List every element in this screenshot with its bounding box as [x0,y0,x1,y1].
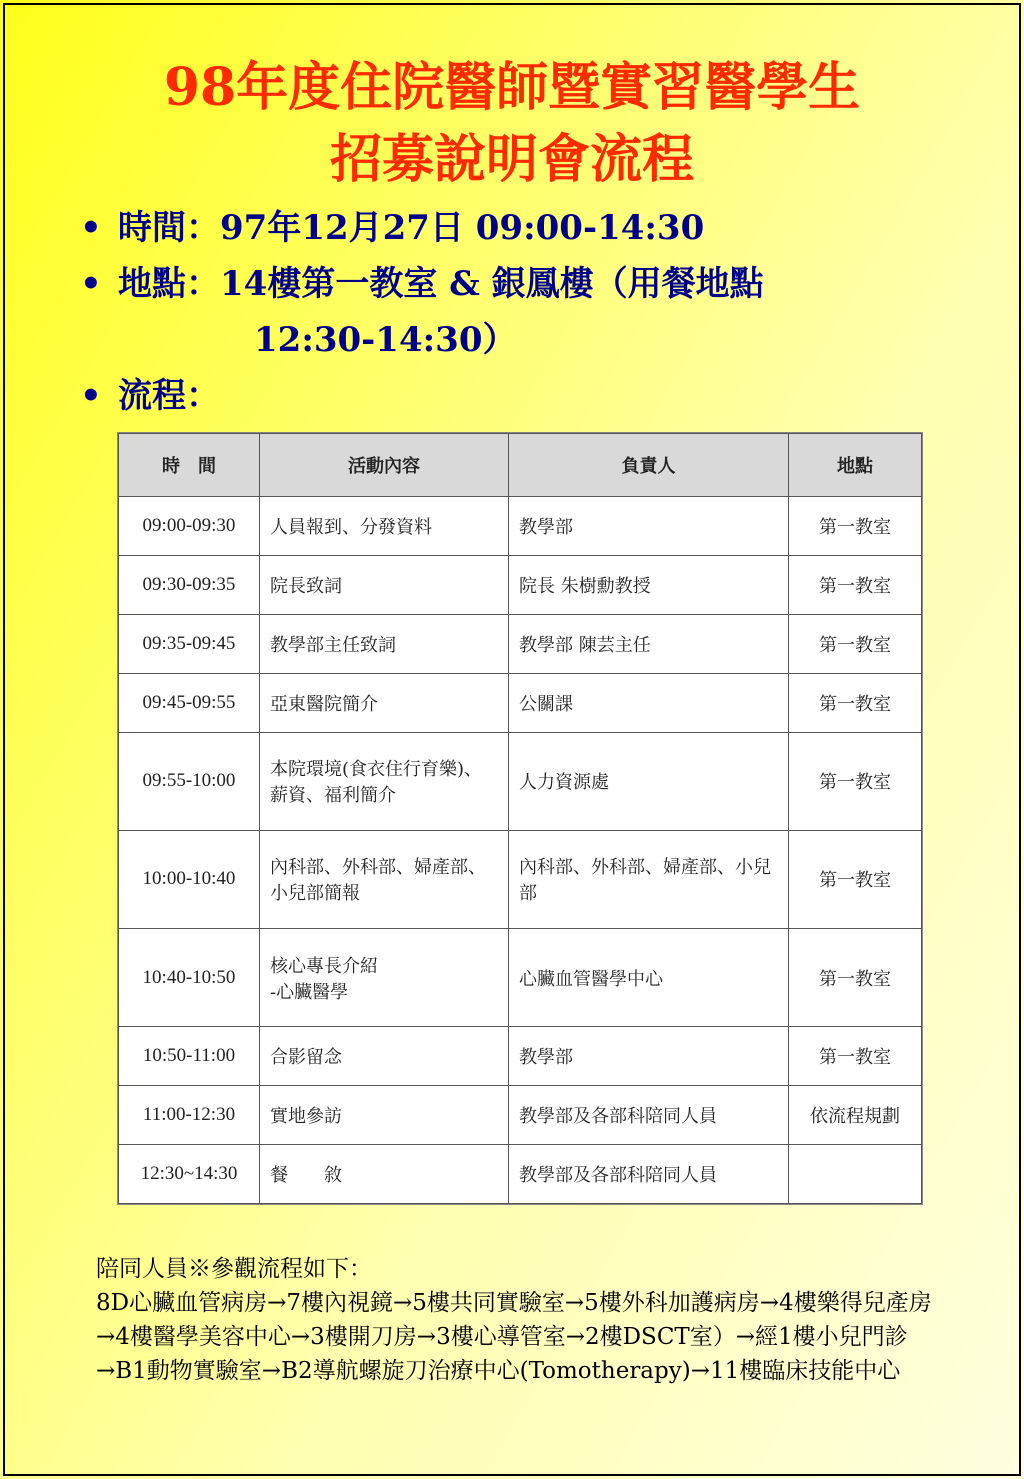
cell-activity: 教學部主任致詞 [260,614,509,673]
table-row [119,673,922,732]
bullet-place-text: 地點：14樓第一教室 & 銀鳳樓（用餐地點 [118,264,764,304]
cell-activity: 內科部、外科部、婦產部、小兒部簡報 [260,830,509,928]
cell-activity: 亞東醫院簡介 [260,673,509,732]
table-row [119,1086,922,1145]
cell-owner: 教學部及各部科陪同人員 [509,1145,789,1204]
cell-activity: 院長致詞 [260,555,509,614]
cell-owner: 公關課 [509,673,789,732]
cell-activity: 餐 敘 [260,1145,509,1204]
table-body [119,497,922,1204]
cell-location: 第一教室 [789,732,922,830]
table-row [119,1027,922,1086]
cell-location: 第一教室 [789,673,922,732]
cell-activity: 實地參訪 [260,1086,509,1145]
cell-activity: 本院環境(食衣住行育樂)、薪資、福利簡介 [260,732,509,830]
cell-location: 第一教室 [789,555,922,614]
cell-location: 第一教室 [789,614,922,673]
cell-owner: 內科部、外科部、婦產部、小兒部 [509,830,789,928]
cell-owner: 教學部 [509,1027,789,1086]
bullet-dot-icon: • [80,208,102,248]
info-bullets [80,200,980,424]
bullet-place [80,256,980,368]
cell-activity: 核心專長介紹 -心臟醫學 [260,929,509,1027]
cell-time: 10:50-11:00 [119,1027,260,1086]
cell-time: 09:45-09:55 [119,673,260,732]
schedule-table-container [117,432,923,1205]
cell-owner: 人力資源處 [509,732,789,830]
cell-time: 09:30-09:35 [119,555,260,614]
table-row [119,555,922,614]
table-header-row [119,434,922,497]
bullet-time-text: 時間：97年12月27日 09:00-14:30 [118,208,705,248]
note-heading: 陪同人員※參觀流程如下： [96,1256,372,1282]
page-title [0,52,1024,196]
note-body: 8D心臟血管病房→7樓內視鏡→5樓共同實驗室→5樓外科加護病房→4樓樂得兒產房→4樓醫學美容中心→3樓開刀房→3樓心導管室→2樓DSCT室）→經1樓小兒門診→B1動物實驗室→B2導航螺旋刀治療中心(Tomotherapy)→11樓臨床技能中心 [96,1290,932,1384]
bullet-time [80,200,980,256]
table-row [119,732,922,830]
cell-owner: 院長 朱樹勳教授 [509,555,789,614]
bullet-flow-text: 流程： [118,376,220,416]
cell-time: 09:35-09:45 [119,614,260,673]
header-activity: 活動內容 [260,434,509,497]
bullet-dot-icon: • [80,376,102,416]
bullet-flow [80,368,980,424]
cell-time: 10:00-10:40 [119,830,260,928]
cell-location [789,1145,922,1204]
title-line-2: 招募說明會流程 [329,129,694,190]
bullet-place-continuation: 12:30-14:30） [254,320,517,360]
title-line-1: 98年度住院醫師暨實習醫學生 [163,57,861,118]
bullet-dot-icon: • [80,264,102,304]
table-row [119,929,922,1027]
cell-time: 09:00-09:30 [119,497,260,556]
cell-location: 第一教室 [789,830,922,928]
cell-location: 依流程規劃 [789,1086,922,1145]
cell-time: 11:00-12:30 [119,1086,260,1145]
cell-time: 10:40-10:50 [119,929,260,1027]
cell-time: 12:30~14:30 [119,1145,260,1204]
cell-time: 09:55-10:00 [119,732,260,830]
header-location: 地點 [789,434,922,497]
header-owner: 負責人 [509,434,789,497]
table-row [119,830,922,928]
cell-activity: 人員報到、分發資料 [260,497,509,556]
escort-note [96,1252,936,1388]
cell-owner: 教學部 陳芸主任 [509,614,789,673]
cell-location: 第一教室 [789,929,922,1027]
cell-location: 第一教室 [789,1027,922,1086]
cell-owner: 教學部 [509,497,789,556]
table-row [119,1145,922,1204]
cell-location: 第一教室 [789,497,922,556]
header-time: 時 間 [119,434,260,497]
cell-owner: 心臟血管醫學中心 [509,929,789,1027]
cell-activity: 合影留念 [260,1027,509,1086]
cell-owner: 教學部及各部科陪同人員 [509,1086,789,1145]
table-row [119,614,922,673]
table-row [119,497,922,556]
schedule-table [118,433,922,1204]
